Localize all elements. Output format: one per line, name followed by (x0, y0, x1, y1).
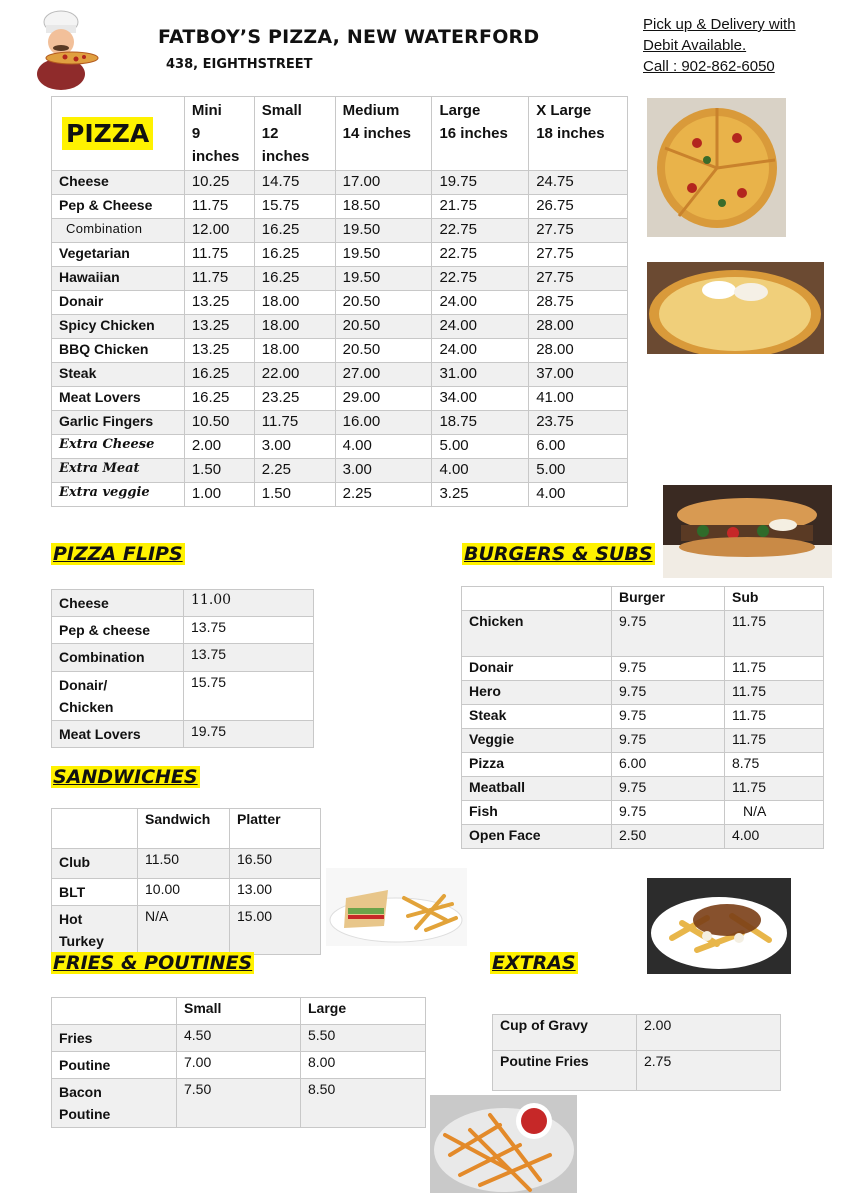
burger-price: 6.00 (612, 753, 725, 777)
burger-price: 2.50 (612, 825, 725, 849)
pizza-price: 2.25 (254, 459, 335, 483)
pizza-price: 11.75 (184, 243, 254, 267)
burger-item-name: Chicken (462, 611, 612, 657)
pizza-price: 15.75 (254, 195, 335, 219)
burgers-rows (462, 611, 824, 849)
fries-item-name: Fries (52, 1025, 177, 1052)
pizza-row (52, 195, 628, 219)
extra-price: 2.75 (637, 1051, 781, 1091)
pizza-price: 18.75 (432, 411, 529, 435)
fries-poutines-title: FRIES & POUTINES (53, 952, 253, 974)
pizza-row (52, 291, 628, 315)
small-price: 7.00 (177, 1052, 301, 1079)
flips-row (52, 672, 314, 721)
pizza-slices-photo (647, 98, 786, 237)
flip-price: 11.00 (184, 590, 314, 617)
pizza-price: 20.50 (335, 315, 432, 339)
pizza-item-name: Garlic Fingers (52, 411, 185, 435)
pizza-price: 1.00 (184, 483, 254, 507)
pizza-price: 16.25 (184, 387, 254, 411)
burger-price: 9.75 (612, 657, 725, 681)
pizza-price: 19.75 (432, 171, 529, 195)
pizza-price: 27.75 (529, 267, 628, 291)
pizza-row (52, 435, 628, 459)
burger-column-header: Burger (612, 587, 725, 611)
pizza-price: 18.00 (254, 339, 335, 363)
pizza-price: 23.25 (254, 387, 335, 411)
pizza-price: 18.00 (254, 291, 335, 315)
fries-item-name: Bacon Poutine (52, 1079, 177, 1128)
burgers-row (462, 825, 824, 849)
platter-price: 15.00 (230, 906, 321, 955)
pizza-price: 27.00 (335, 363, 432, 387)
phone-number: Call : 902-862-6050 (643, 58, 775, 75)
pizza-price: 41.00 (529, 387, 628, 411)
pizza-size-header: Medium 14 inches (335, 97, 432, 171)
pickup-line-2: Debit Available. (643, 37, 747, 54)
pizza-row (52, 387, 628, 411)
pizza-item-name: BBQ Chicken (52, 339, 185, 363)
pizza-row (52, 243, 628, 267)
flips-row (52, 721, 314, 748)
small-column-header: Small (177, 998, 301, 1025)
flips-rows (52, 590, 314, 748)
sub-price: N/A (725, 801, 824, 825)
pizza-price: 24.00 (432, 339, 529, 363)
burgers-row (462, 657, 824, 681)
pizza-price: 22.75 (432, 219, 529, 243)
pizza-item-name: Vegetarian (52, 243, 185, 267)
sub-price: 11.75 (725, 681, 824, 705)
steak-sub-photo (663, 485, 832, 578)
small-price: 7.50 (177, 1079, 301, 1128)
pizza-price: 17.00 (335, 171, 432, 195)
sandwich-price: N/A (138, 906, 230, 955)
pizza-item-name: Donair (52, 291, 185, 315)
pizza-flips-title: PIZZA FLIPS (53, 543, 183, 565)
burger-price: 9.75 (612, 611, 725, 657)
pizza-row (52, 483, 628, 507)
extras-row (493, 1015, 781, 1051)
extra-item-name: Poutine Fries (493, 1051, 637, 1091)
burger-item-name: Pizza (462, 753, 612, 777)
pizza-price: 1.50 (184, 459, 254, 483)
flips-row (52, 617, 314, 644)
sandwiches-title: SANDWICHES (53, 766, 198, 788)
pizza-price: 24.75 (529, 171, 628, 195)
burgers-row (462, 681, 824, 705)
fries-row (52, 1025, 426, 1052)
pizza-row (52, 339, 628, 363)
large-column-header: Large (301, 998, 426, 1025)
pizza-item-name: Combination (52, 219, 185, 243)
pizza-price: 19.50 (335, 267, 432, 291)
platter-price: 13.00 (230, 879, 321, 906)
pizza-item-name: Extra veggie (52, 483, 185, 507)
pizza-price: 5.00 (432, 435, 529, 459)
pizza-price: 24.00 (432, 291, 529, 315)
burger-item-name: Fish (462, 801, 612, 825)
sub-price: 11.75 (725, 611, 824, 657)
pizza-price: 37.00 (529, 363, 628, 387)
sandwiches-table (51, 808, 321, 955)
pizza-price: 1.50 (254, 483, 335, 507)
small-price: 4.50 (177, 1025, 301, 1052)
sub-price: 11.75 (725, 657, 824, 681)
fries-poutines-table (51, 997, 426, 1128)
pizza-price: 20.50 (335, 339, 432, 363)
burgers-row (462, 611, 824, 657)
burger-item-name: Donair (462, 657, 612, 681)
fries-ketchup-photo (430, 1095, 577, 1193)
sandwich-price: 11.50 (138, 849, 230, 879)
pizza-price: 12.00 (184, 219, 254, 243)
pickup-note (643, 14, 796, 77)
pizza-price: 13.25 (184, 291, 254, 315)
pizza-price: 22.75 (432, 267, 529, 291)
sandwich-item-name: BLT (52, 879, 138, 906)
burgers-row (462, 753, 824, 777)
burger-item-name: Veggie (462, 729, 612, 753)
fries-item-name: Poutine (52, 1052, 177, 1079)
pizza-price: 11.75 (184, 267, 254, 291)
pizza-price: 27.75 (529, 219, 628, 243)
flip-item-name: Pep & cheese (52, 617, 184, 644)
pizza-price: 18.50 (335, 195, 432, 219)
sandwich-item-name: Club (52, 849, 138, 879)
burgers-subs-table (461, 586, 824, 849)
pickup-line-1: Pick up & Delivery with (643, 16, 796, 33)
burger-item-name: Steak (462, 705, 612, 729)
club-sandwich-photo (326, 868, 467, 946)
burger-price: 9.75 (612, 705, 725, 729)
pizza-price: 2.00 (184, 435, 254, 459)
pizza-price: 5.00 (529, 459, 628, 483)
pizza-size-header: Large 16 inches (432, 97, 529, 171)
flips-row (52, 644, 314, 672)
pizza-size-header: Mini 9 inches (184, 97, 254, 171)
burger-item-name: Meatball (462, 777, 612, 801)
flip-item-name: Meat Lovers (52, 721, 184, 748)
pizza-price: 18.00 (254, 315, 335, 339)
pizza-price: 16.25 (254, 267, 335, 291)
flips-row (52, 590, 314, 617)
fries-rows (52, 1025, 426, 1128)
extras-table (492, 1014, 781, 1091)
sub-price: 11.75 (725, 777, 824, 801)
large-price: 5.50 (301, 1025, 426, 1052)
pizza-item-name: Cheese (52, 171, 185, 195)
pizza-price: 16.25 (254, 243, 335, 267)
pizza-item-name: Spicy Chicken (52, 315, 185, 339)
burger-item-name: Open Face (462, 825, 612, 849)
pizza-price: 4.00 (529, 483, 628, 507)
pizza-price: 11.75 (254, 411, 335, 435)
pizza-item-name: Extra Meat (52, 459, 185, 483)
extra-price: 2.00 (637, 1015, 781, 1051)
sub-column-header: Sub (725, 587, 824, 611)
pizza-price: 10.50 (184, 411, 254, 435)
burger-price: 9.75 (612, 801, 725, 825)
sandwiches-rows (52, 849, 321, 955)
sandwich-row (52, 906, 321, 955)
sandwich-item-name: Hot Turkey (52, 906, 138, 955)
sandwich-row (52, 849, 321, 879)
pizza-price: 11.75 (184, 195, 254, 219)
flip-price: 13.75 (184, 617, 314, 644)
chef-mascot (20, 8, 102, 90)
sub-price: 11.75 (725, 705, 824, 729)
address: 438, EIGHTHSTREET (166, 57, 313, 72)
pizza-price: 27.75 (529, 243, 628, 267)
pizza-item-name: Meat Lovers (52, 387, 185, 411)
pizza-price: 2.25 (335, 483, 432, 507)
burger-price: 9.75 (612, 729, 725, 753)
burgers-row (462, 777, 824, 801)
pizza-row (52, 315, 628, 339)
pizza-price: 19.50 (335, 219, 432, 243)
burger-item-name: Hero (462, 681, 612, 705)
pizza-price: 34.00 (432, 387, 529, 411)
extras-title: EXTRAS (492, 952, 576, 974)
burgers-row (462, 705, 824, 729)
pizza-price: 28.00 (529, 339, 628, 363)
flip-item-name: Combination (52, 644, 184, 672)
extra-item-name: Cup of Gravy (493, 1015, 637, 1051)
burger-price: 9.75 (612, 777, 725, 801)
large-price: 8.00 (301, 1052, 426, 1079)
pizza-price: 23.75 (529, 411, 628, 435)
page-title: FATBOY’S PIZZA, NEW WATERFORD (158, 26, 540, 48)
extras-rows (493, 1015, 781, 1091)
poutine-photo (647, 878, 791, 974)
pizza-item-name: Pep & Cheese (52, 195, 185, 219)
sandwich-column-header: Sandwich (138, 809, 230, 849)
fries-row (52, 1052, 426, 1079)
pizza-price: 22.75 (432, 243, 529, 267)
pizza-price: 20.50 (335, 291, 432, 315)
pizza-price: 10.25 (184, 171, 254, 195)
sandwich-row (52, 879, 321, 906)
pizza-item-name: Extra Cheese (52, 435, 185, 459)
extras-row (493, 1051, 781, 1091)
pizza-price: 16.25 (254, 219, 335, 243)
pizza-price: 28.75 (529, 291, 628, 315)
flip-price: 19.75 (184, 721, 314, 748)
pizza-item-name: Steak (52, 363, 185, 387)
platter-price: 16.50 (230, 849, 321, 879)
pizza-price: 14.75 (254, 171, 335, 195)
pizza-size-header: Small 12 inches (254, 97, 335, 171)
pizza-row (52, 411, 628, 435)
flip-price: 13.75 (184, 644, 314, 672)
pizza-row (52, 363, 628, 387)
pizza-price: 26.75 (529, 195, 628, 219)
burgers-row (462, 801, 824, 825)
pizza-price: 4.00 (432, 459, 529, 483)
pizza-item-name: Hawaiian (52, 267, 185, 291)
large-price: 8.50 (301, 1079, 426, 1128)
fries-row (52, 1079, 426, 1128)
pizza-price: 4.00 (335, 435, 432, 459)
sub-price: 4.00 (725, 825, 824, 849)
flip-price: 15.75 (184, 672, 314, 721)
pizza-with-dips-photo (647, 262, 824, 354)
pizza-price: 31.00 (432, 363, 529, 387)
pizza-price: 3.00 (335, 459, 432, 483)
pizza-price: 28.00 (529, 315, 628, 339)
sub-price: 11.75 (725, 729, 824, 753)
sandwich-price: 10.00 (138, 879, 230, 906)
pizza-flips-table (51, 589, 314, 748)
pizza-price: 3.00 (254, 435, 335, 459)
pizza-price: 3.25 (432, 483, 529, 507)
flip-item-name: Cheese (52, 590, 184, 617)
burgers-subs-title: BURGERS & SUBS (464, 543, 653, 565)
sub-price: 8.75 (725, 753, 824, 777)
pizza-price: 21.75 (432, 195, 529, 219)
burgers-row (462, 729, 824, 753)
pizza-row (52, 267, 628, 291)
pizza-price: 16.25 (184, 363, 254, 387)
pizza-price: 29.00 (335, 387, 432, 411)
burger-price: 9.75 (612, 681, 725, 705)
pizza-table (51, 96, 628, 507)
pizza-section-title: PIZZA (62, 117, 153, 150)
pizza-row (52, 171, 628, 195)
platter-column-header: Platter (230, 809, 321, 849)
pizza-price: 16.00 (335, 411, 432, 435)
pizza-rows (52, 171, 628, 507)
pizza-row (52, 459, 628, 483)
flip-item-name: Donair/ Chicken (52, 672, 184, 721)
pizza-price: 13.25 (184, 339, 254, 363)
pizza-row (52, 219, 628, 243)
pizza-price: 24.00 (432, 315, 529, 339)
pizza-price: 6.00 (529, 435, 628, 459)
pizza-price: 19.50 (335, 243, 432, 267)
pizza-price: 13.25 (184, 315, 254, 339)
pizza-price: 22.00 (254, 363, 335, 387)
pizza-size-header: X Large 18 inches (529, 97, 628, 171)
